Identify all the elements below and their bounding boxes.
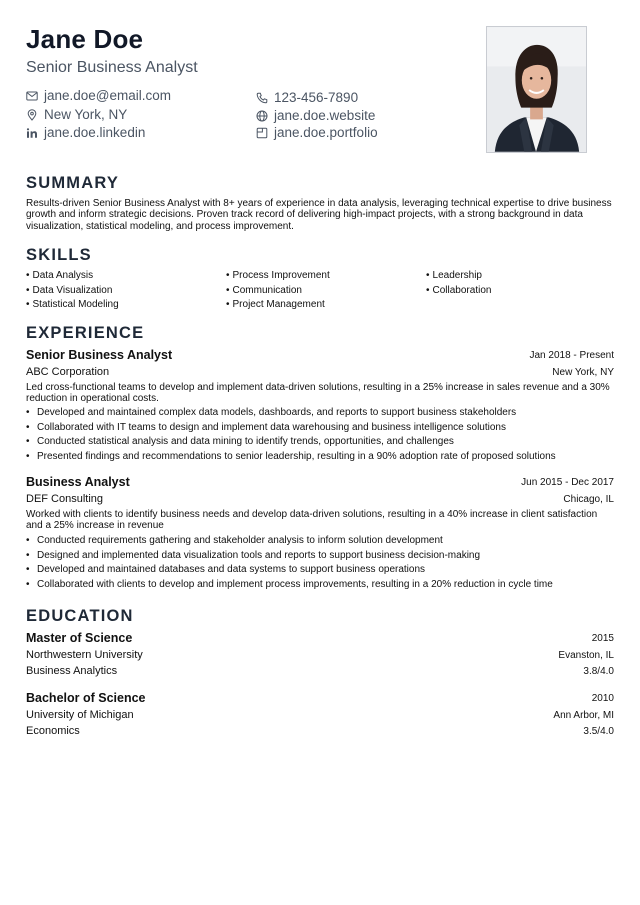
job-bullet: • Conducted statistical analysis and data mining to identify trends, opportunities, and challenges [26, 435, 612, 450]
contact-email[interactable] [26, 88, 171, 103]
skill-item: • Collaboration [426, 285, 491, 296]
degree-location: Ann Arbor, MI [553, 710, 614, 721]
linkedin-icon [26, 127, 38, 139]
contact-portfolio[interactable] [256, 125, 378, 140]
degree-school: University of Michigan [26, 709, 134, 721]
job-bullets [26, 534, 612, 592]
mail-icon [26, 90, 38, 102]
website-text: jane.doe.website [274, 108, 376, 123]
skill-item: • Project Management [226, 299, 325, 310]
location-pin-icon [26, 109, 38, 121]
skill-item: • Communication [226, 285, 302, 296]
job-company: DEF Consulting [26, 493, 104, 505]
phone-icon [256, 92, 268, 104]
education-heading: EDUCATION [26, 607, 134, 625]
job-bullet: • Conducted requirements gathering and stakeholder analysis to inform solution development [26, 534, 612, 549]
degree-school: Northwestern University [26, 649, 143, 661]
contact-location [26, 107, 127, 122]
contact-phone[interactable] [256, 90, 358, 105]
degree-year: 2015 [591, 633, 614, 644]
email-text: jane.doe@email.com [44, 88, 172, 103]
job-bullet: • Designed and implemented data visualization tools and reports to support business decision-making [26, 549, 612, 564]
skill-item: • Data Visualization [26, 285, 112, 296]
job-location: Chicago, IL [563, 494, 614, 505]
job-dates: Jan 2018 - Present [529, 350, 614, 361]
profile-photo-illustration [487, 27, 586, 152]
job-bullet: • Collaborated with clients to develop and implement process improvements, resulting in a 20% reduction in cycle time [26, 578, 612, 593]
summary-text: Results-driven Senior Business Analyst with 8+ years of experience in data analysis, leveraging technical expertise to drive business growth and inform strategic decisions. Proven track record of delivering high-impact projects, with a strong background in data visualization, statistical modeling, and process improvement. [26, 198, 612, 232]
job-bullet: • Developed and maintained databases and data systems to support business operations [26, 563, 612, 578]
skill-item: • Process Improvement [226, 270, 330, 281]
job-bullet: • Presented findings and recommendations to senior leadership, resulting in a 90% adoption rate of proposed solutions [26, 450, 612, 465]
skill-item: • Statistical Modeling [26, 299, 119, 310]
degree-gpa: 3.8/4.0 [583, 666, 614, 677]
portfolio-icon [256, 127, 268, 139]
degree-year: 2010 [591, 693, 614, 704]
job-title: Senior Business Analyst [26, 348, 173, 362]
job-bullet: • Collaborated with IT teams to design and implement data warehousing and business intelligence solutions [26, 421, 612, 436]
degree-title: Master of Science [26, 631, 133, 645]
skills-heading: SKILLS [26, 246, 92, 264]
job-dates: Jun 2015 - Dec 2017 [521, 477, 614, 488]
job-description: Worked with clients to identify business needs and develop data-driven solutions, resulting in a 40% increase in client satisfaction and a 25% increase in revenue [26, 509, 598, 532]
profile-photo [486, 26, 587, 153]
phone-text: 123-456-7890 [274, 90, 359, 105]
experience-heading: EXPERIENCE [26, 324, 145, 342]
job-bullets [26, 406, 612, 464]
job-location: New York, NY [552, 367, 614, 378]
candidate-name: Jane Doe [26, 24, 144, 54]
skill-item: • Leadership [426, 270, 482, 281]
globe-icon [256, 110, 268, 122]
contact-linkedin[interactable] [26, 125, 145, 140]
contact-website[interactable] [256, 108, 375, 123]
degree-field: Business Analytics [26, 665, 118, 677]
candidate-title: Senior Business Analyst [26, 59, 198, 76]
location-text: New York, NY [44, 107, 128, 122]
portfolio-text: jane.doe.portfolio [274, 125, 378, 140]
job-description: Led cross-functional teams to develop and implement data-driven solutions, resulting in a 25% increase in sales revenue and a 30% reduction in operational costs. [26, 382, 610, 405]
degree-field: Economics [26, 725, 80, 737]
linkedin-text: jane.doe.linkedin [44, 125, 146, 140]
skill-item: • Data Analysis [26, 270, 93, 281]
degree-location: Evanston, IL [558, 650, 614, 661]
degree-gpa: 3.5/4.0 [583, 726, 614, 737]
job-title: Business Analyst [26, 475, 130, 489]
summary-heading: SUMMARY [26, 174, 120, 192]
job-bullet: • Developed and maintained complex data models, dashboards, and reports to support business stakeholders [26, 406, 612, 421]
job-company: ABC Corporation [26, 366, 110, 378]
degree-title: Bachelor of Science [26, 691, 146, 705]
